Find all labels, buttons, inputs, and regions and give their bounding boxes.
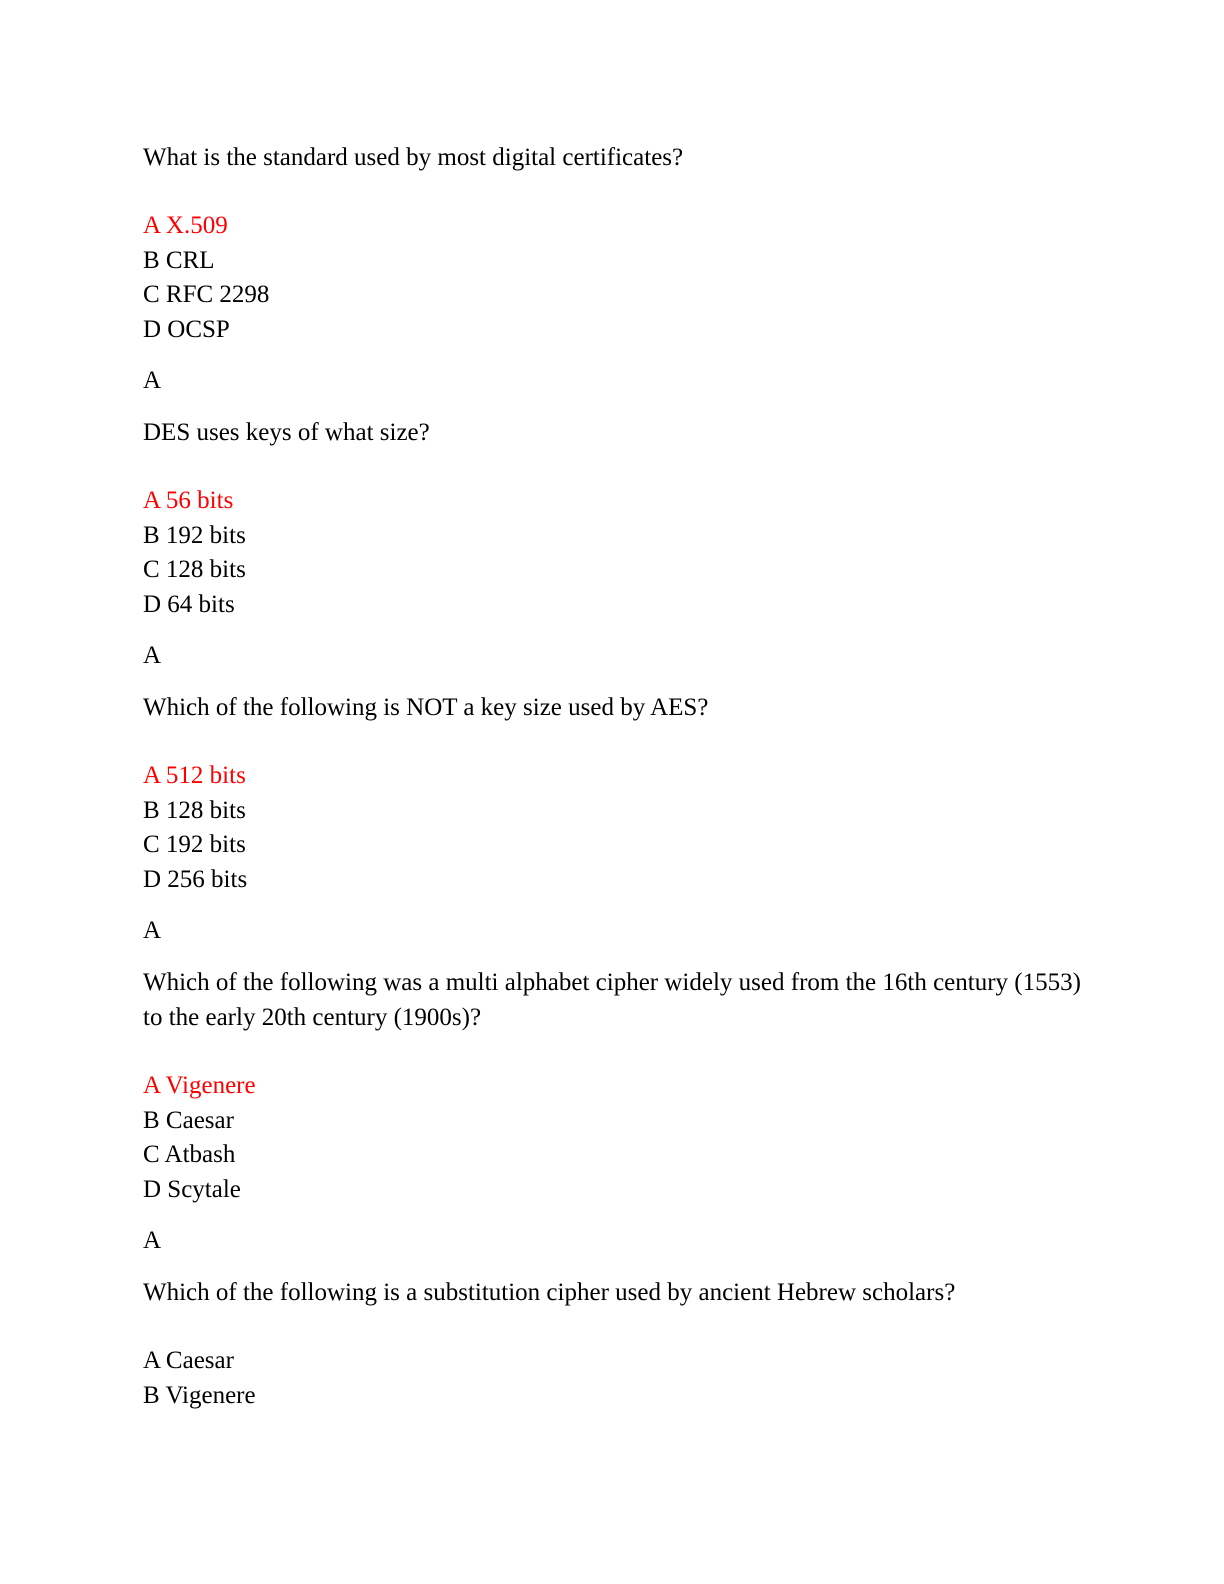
option-item: D 64 bits — [143, 590, 235, 618]
option-item: B Caesar — [143, 1106, 234, 1134]
option-list — [143, 1069, 1083, 1207]
question-block — [143, 965, 1083, 1258]
option-list — [143, 484, 1083, 622]
option-list — [143, 209, 1083, 347]
option-item: A Caesar — [143, 1347, 234, 1374]
option-item: A Vigenere — [143, 1072, 256, 1099]
option-item: B 192 bits — [143, 521, 246, 549]
option-item: B 128 bits — [143, 796, 246, 824]
answer-key: A — [143, 642, 162, 669]
option-item: B Vigenere — [143, 1381, 256, 1409]
option-item: D Scytale — [143, 1175, 241, 1203]
answer-key: A — [143, 917, 162, 944]
question-text: Which of the following is NOT a key size used by AES? — [143, 694, 709, 721]
question-text: DES uses keys of what size? — [143, 419, 430, 446]
option-item: C 128 bits — [143, 556, 246, 583]
option-item: D 256 bits — [143, 865, 248, 893]
question-block — [143, 140, 1083, 398]
option-list — [143, 759, 1083, 897]
question-text: What is the standard used by most digital certificates? — [143, 144, 684, 171]
option-list — [143, 1344, 1083, 1413]
option-item: A 512 bits — [143, 762, 246, 789]
option-item: C RFC 2298 — [143, 281, 270, 308]
option-item: D OCSP — [143, 315, 230, 343]
answer-key: A — [143, 367, 162, 394]
question-list — [143, 140, 1083, 1413]
option-item: C Atbash — [143, 1141, 236, 1168]
question-text: Which of the following was a multi alphabet cipher widely used from the 16th century (1553) to the early 20th century (1900s)? — [143, 969, 1081, 1031]
question-block — [143, 690, 1083, 948]
option-item: A X.509 — [143, 212, 228, 239]
question-block — [143, 415, 1083, 673]
option-item: C 192 bits — [143, 831, 246, 858]
question-block — [143, 1275, 1083, 1413]
question-text: Which of the following is a substitution cipher used by ancient Hebrew scholars? — [143, 1279, 956, 1306]
option-item: B CRL — [143, 246, 215, 274]
answer-key: A — [143, 1227, 162, 1254]
option-item: A 56 bits — [143, 487, 234, 514]
